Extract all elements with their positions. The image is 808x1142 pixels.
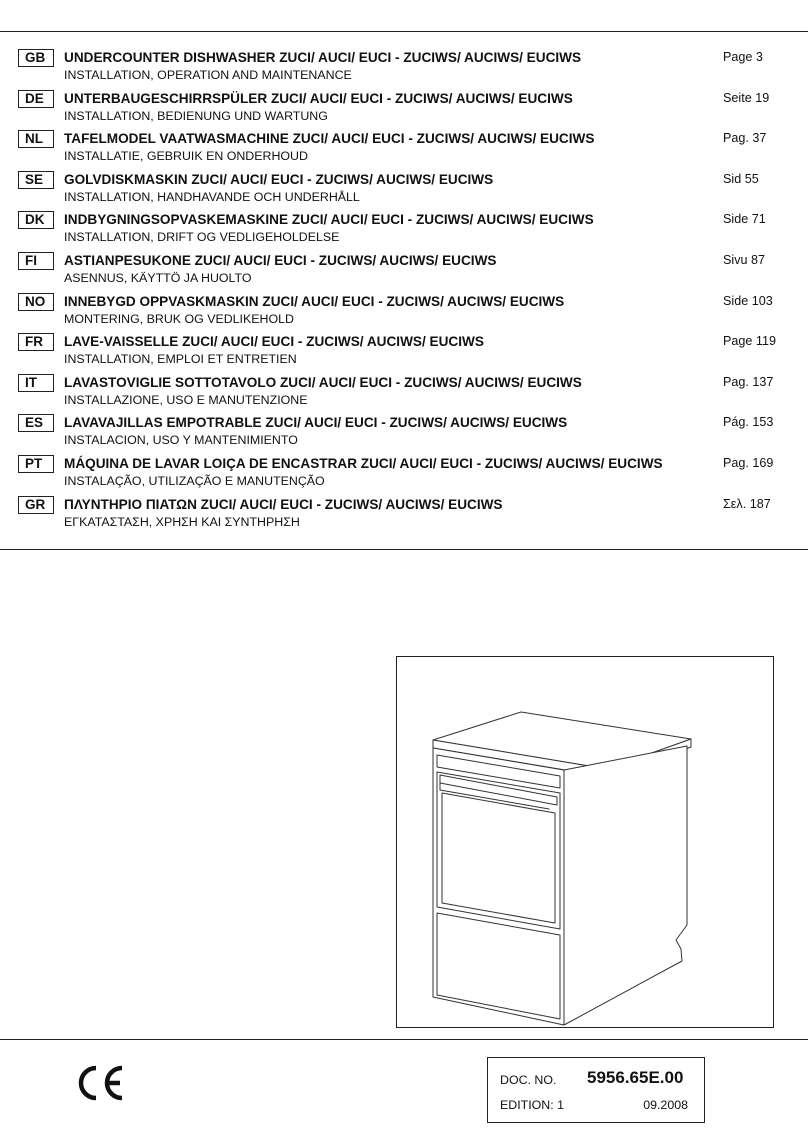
manual-subtitle: INSTALLATIE, GEBRUIK EN ONDERHOUD xyxy=(64,149,308,164)
page-reference: Side 103 xyxy=(723,293,773,308)
page-reference: Seite 19 xyxy=(723,90,770,105)
language-index xyxy=(0,46,808,533)
manual-subtitle: MONTERING, BRUK OG VEDLIKEHOLD xyxy=(64,311,294,326)
manual-title: LAVE-VAISSELLE ZUCI/ AUCI/ EUCI - ZUCIWS/ AUCIWS/ EUCIWS xyxy=(64,334,484,350)
language-entry xyxy=(0,371,808,412)
middle-rule xyxy=(0,549,808,550)
language-code: GR xyxy=(18,496,54,514)
manual-title: GOLVDISKMASKIN ZUCI/ AUCI/ EUCI - ZUCIWS/ AUCIWS/ EUCIWS xyxy=(64,171,494,187)
top-rule xyxy=(0,31,808,32)
manual-title: UNTERBAUGESCHIRRSPÜLER ZUCI/ AUCI/ EUCI - ZUCIWS/ AUCIWS/ EUCIWS xyxy=(64,90,573,106)
manual-title: TAFELMODEL VAATWASMACHINE ZUCI/ AUCI/ EUCI - ZUCIWS/ AUCIWS/ EUCIWS xyxy=(64,131,595,147)
manual-subtitle: INSTALLATION, BEDIENUNG UND WARTUNG xyxy=(64,108,328,123)
language-entry xyxy=(0,168,808,209)
body-front-panel xyxy=(433,748,564,1025)
doc-number: 5956.65E.00 xyxy=(587,1068,684,1087)
page-reference: Side 71 xyxy=(723,212,766,227)
doc-number-label: DOC. NO. xyxy=(500,1073,557,1087)
language-code: SE xyxy=(18,171,54,189)
manual-title: ΠΛΥΝΤΗΡΙΟ ΠΙΑΤΩΝ ZUCI/ AUCI/ EUCI - ZUCIWS/ AUCIWS/ EUCIWS xyxy=(64,496,503,512)
page-reference: Σελ. 187 xyxy=(723,496,771,511)
bottom-rule xyxy=(0,1039,808,1040)
dishwasher-illustration-frame xyxy=(396,656,774,1028)
edition-date: 09.2008 xyxy=(643,1098,688,1112)
page-reference: Page 3 xyxy=(723,50,763,64)
manual-subtitle: INSTALACION, USO Y MANTENIMIENTO xyxy=(64,433,298,448)
manual-subtitle: INSTALLATION, HANDHAVANDE OCH UNDERHÅLL xyxy=(64,189,360,204)
manual-title: LAVAVAJILLAS EMPOTRABLE ZUCI/ AUCI/ EUCI - ZUCIWS/ AUCIWS/ EUCIWS xyxy=(64,415,568,431)
manual-subtitle: INSTALLATION, EMPLOI ET ENTRETIEN xyxy=(64,352,297,367)
language-code: FI xyxy=(18,252,54,270)
ce-mark-logo xyxy=(74,1064,126,1102)
page-reference: Pag. 137 xyxy=(723,374,774,389)
language-code: DE xyxy=(18,90,54,108)
manual-title: UNDERCOUNTER DISHWASHER ZUCI/ AUCI/ EUCI - ZUCIWS/ AUCIWS/ EUCIWS xyxy=(64,50,582,65)
page-reference: Page 119 xyxy=(723,334,776,349)
language-entry xyxy=(0,290,808,331)
language-code: IT xyxy=(18,374,54,392)
language-code: GB xyxy=(18,49,54,67)
language-entry xyxy=(0,127,808,168)
language-code: FR xyxy=(18,333,54,351)
manual-title: INDBYGNINGSOPVASKEMASKINE ZUCI/ AUCI/ EUCI - ZUCIWS/ AUCIWS/ EUCIWS xyxy=(64,212,594,228)
language-entry xyxy=(0,330,808,371)
language-code: DK xyxy=(18,211,54,229)
language-entry xyxy=(0,411,808,452)
manual-subtitle: ASENNUS, KÄYTTÖ JA HUOLTO xyxy=(64,270,252,285)
manual-subtitle: INSTALLAZIONE, USO E MANUTENZIONE xyxy=(64,392,308,407)
page-reference: Pág. 153 xyxy=(723,415,774,430)
language-code: NL xyxy=(18,130,54,148)
language-code: PT xyxy=(18,455,54,473)
page-reference: Sivu 87 xyxy=(723,252,766,267)
language-entry xyxy=(0,452,808,493)
language-code: ES xyxy=(18,414,54,432)
language-code: NO xyxy=(18,293,54,311)
language-entry xyxy=(0,493,808,534)
body-side-panel xyxy=(564,746,687,1025)
manual-subtitle: INSTALLATION, DRIFT OG VEDLIGEHOLDELSE xyxy=(64,230,340,245)
language-entry xyxy=(0,46,808,87)
manual-subtitle: INSTALAÇÃO, UTILIZAÇÃO E MANUTENÇÃO xyxy=(64,473,325,488)
edition-label: EDITION: 1 xyxy=(500,1098,565,1112)
dishwasher-illustration xyxy=(397,657,773,1027)
page-reference: Pag. 37 xyxy=(723,131,767,146)
manual-title: MÁQUINA DE LAVAR LOIÇA DE ENCASTRAR ZUCI/ AUCI/ EUCI - ZUCIWS/ AUCIWS/ EUCIWS xyxy=(64,455,663,471)
language-entry xyxy=(0,87,808,128)
manual-title: LAVASTOVIGLIE SOTTOTAVOLO ZUCI/ AUCI/ EUCI - ZUCIWS/ AUCIWS/ EUCIWS xyxy=(64,374,582,390)
page-reference: Sid 55 xyxy=(723,171,759,186)
manual-subtitle: INSTALLATION, OPERATION AND MAINTENANCE xyxy=(64,68,352,82)
language-entry xyxy=(0,208,808,249)
manual-title: ASTIANPESUKONE ZUCI/ AUCI/ EUCI - ZUCIWS/ AUCIWS/ EUCIWS xyxy=(64,252,497,268)
document-info-box xyxy=(487,1057,705,1123)
manual-subtitle: ΕΓΚΑΤΑΣΤΑΣΗ, ΧΡΗΣΗ ΚΑΙ ΣΥΝΤΗΡΗΣΗ xyxy=(64,514,300,529)
page-reference: Pag. 169 xyxy=(723,455,774,470)
manual-title: INNEBYGD OPPVASKMASKIN ZUCI/ AUCI/ EUCI - ZUCIWS/ AUCIWS/ EUCIWS xyxy=(64,293,565,309)
language-entry xyxy=(0,249,808,290)
